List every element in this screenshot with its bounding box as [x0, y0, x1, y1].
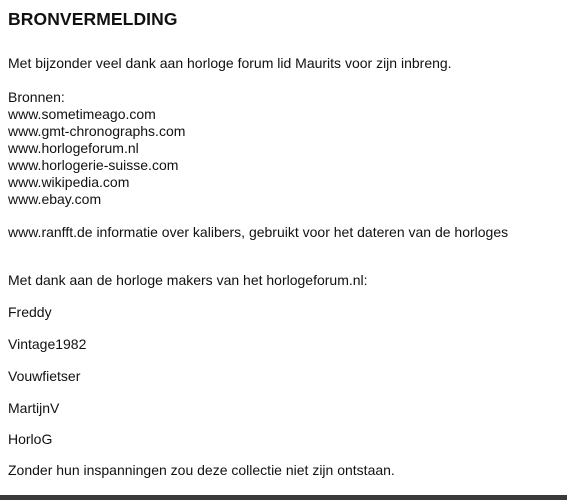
page-title: BRONVERMELDING — [8, 9, 178, 29]
maker-name: HorloG — [8, 431, 53, 447]
ranfft-note: www.ranfft.de informatie over kalibers, gebruikt voor het dateren van de horloges — [8, 224, 509, 240]
source-item: www.ebay.com — [8, 191, 102, 207]
document-page — [8, 0, 567, 500]
source-item: www.sometimeago.com — [8, 106, 156, 122]
source-item: www.wikipedia.com — [8, 174, 130, 190]
maker-name: Freddy — [8, 304, 52, 320]
makers-intro: Met dank aan de horloge makers van het horlogeforum.nl: — [8, 272, 368, 288]
bottom-bar — [0, 495, 567, 500]
maker-name: Vouwfietser — [8, 368, 81, 384]
maker-name: Vintage1982 — [8, 336, 87, 352]
source-item: www.gmt-chronographs.com — [8, 123, 186, 139]
intro-text: Met bijzonder veel dank aan horloge forum lid Maurits voor zijn inbreng. — [8, 55, 452, 71]
maker-name: MartijnV — [8, 400, 60, 416]
source-item: www.horlogeforum.nl — [8, 140, 139, 156]
closing-text: Zonder hun inspanningen zou deze collectie niet zijn ontstaan. — [8, 462, 395, 478]
sources-label: Bronnen: — [8, 89, 65, 105]
source-item: www.horlogerie-suisse.com — [8, 157, 179, 173]
